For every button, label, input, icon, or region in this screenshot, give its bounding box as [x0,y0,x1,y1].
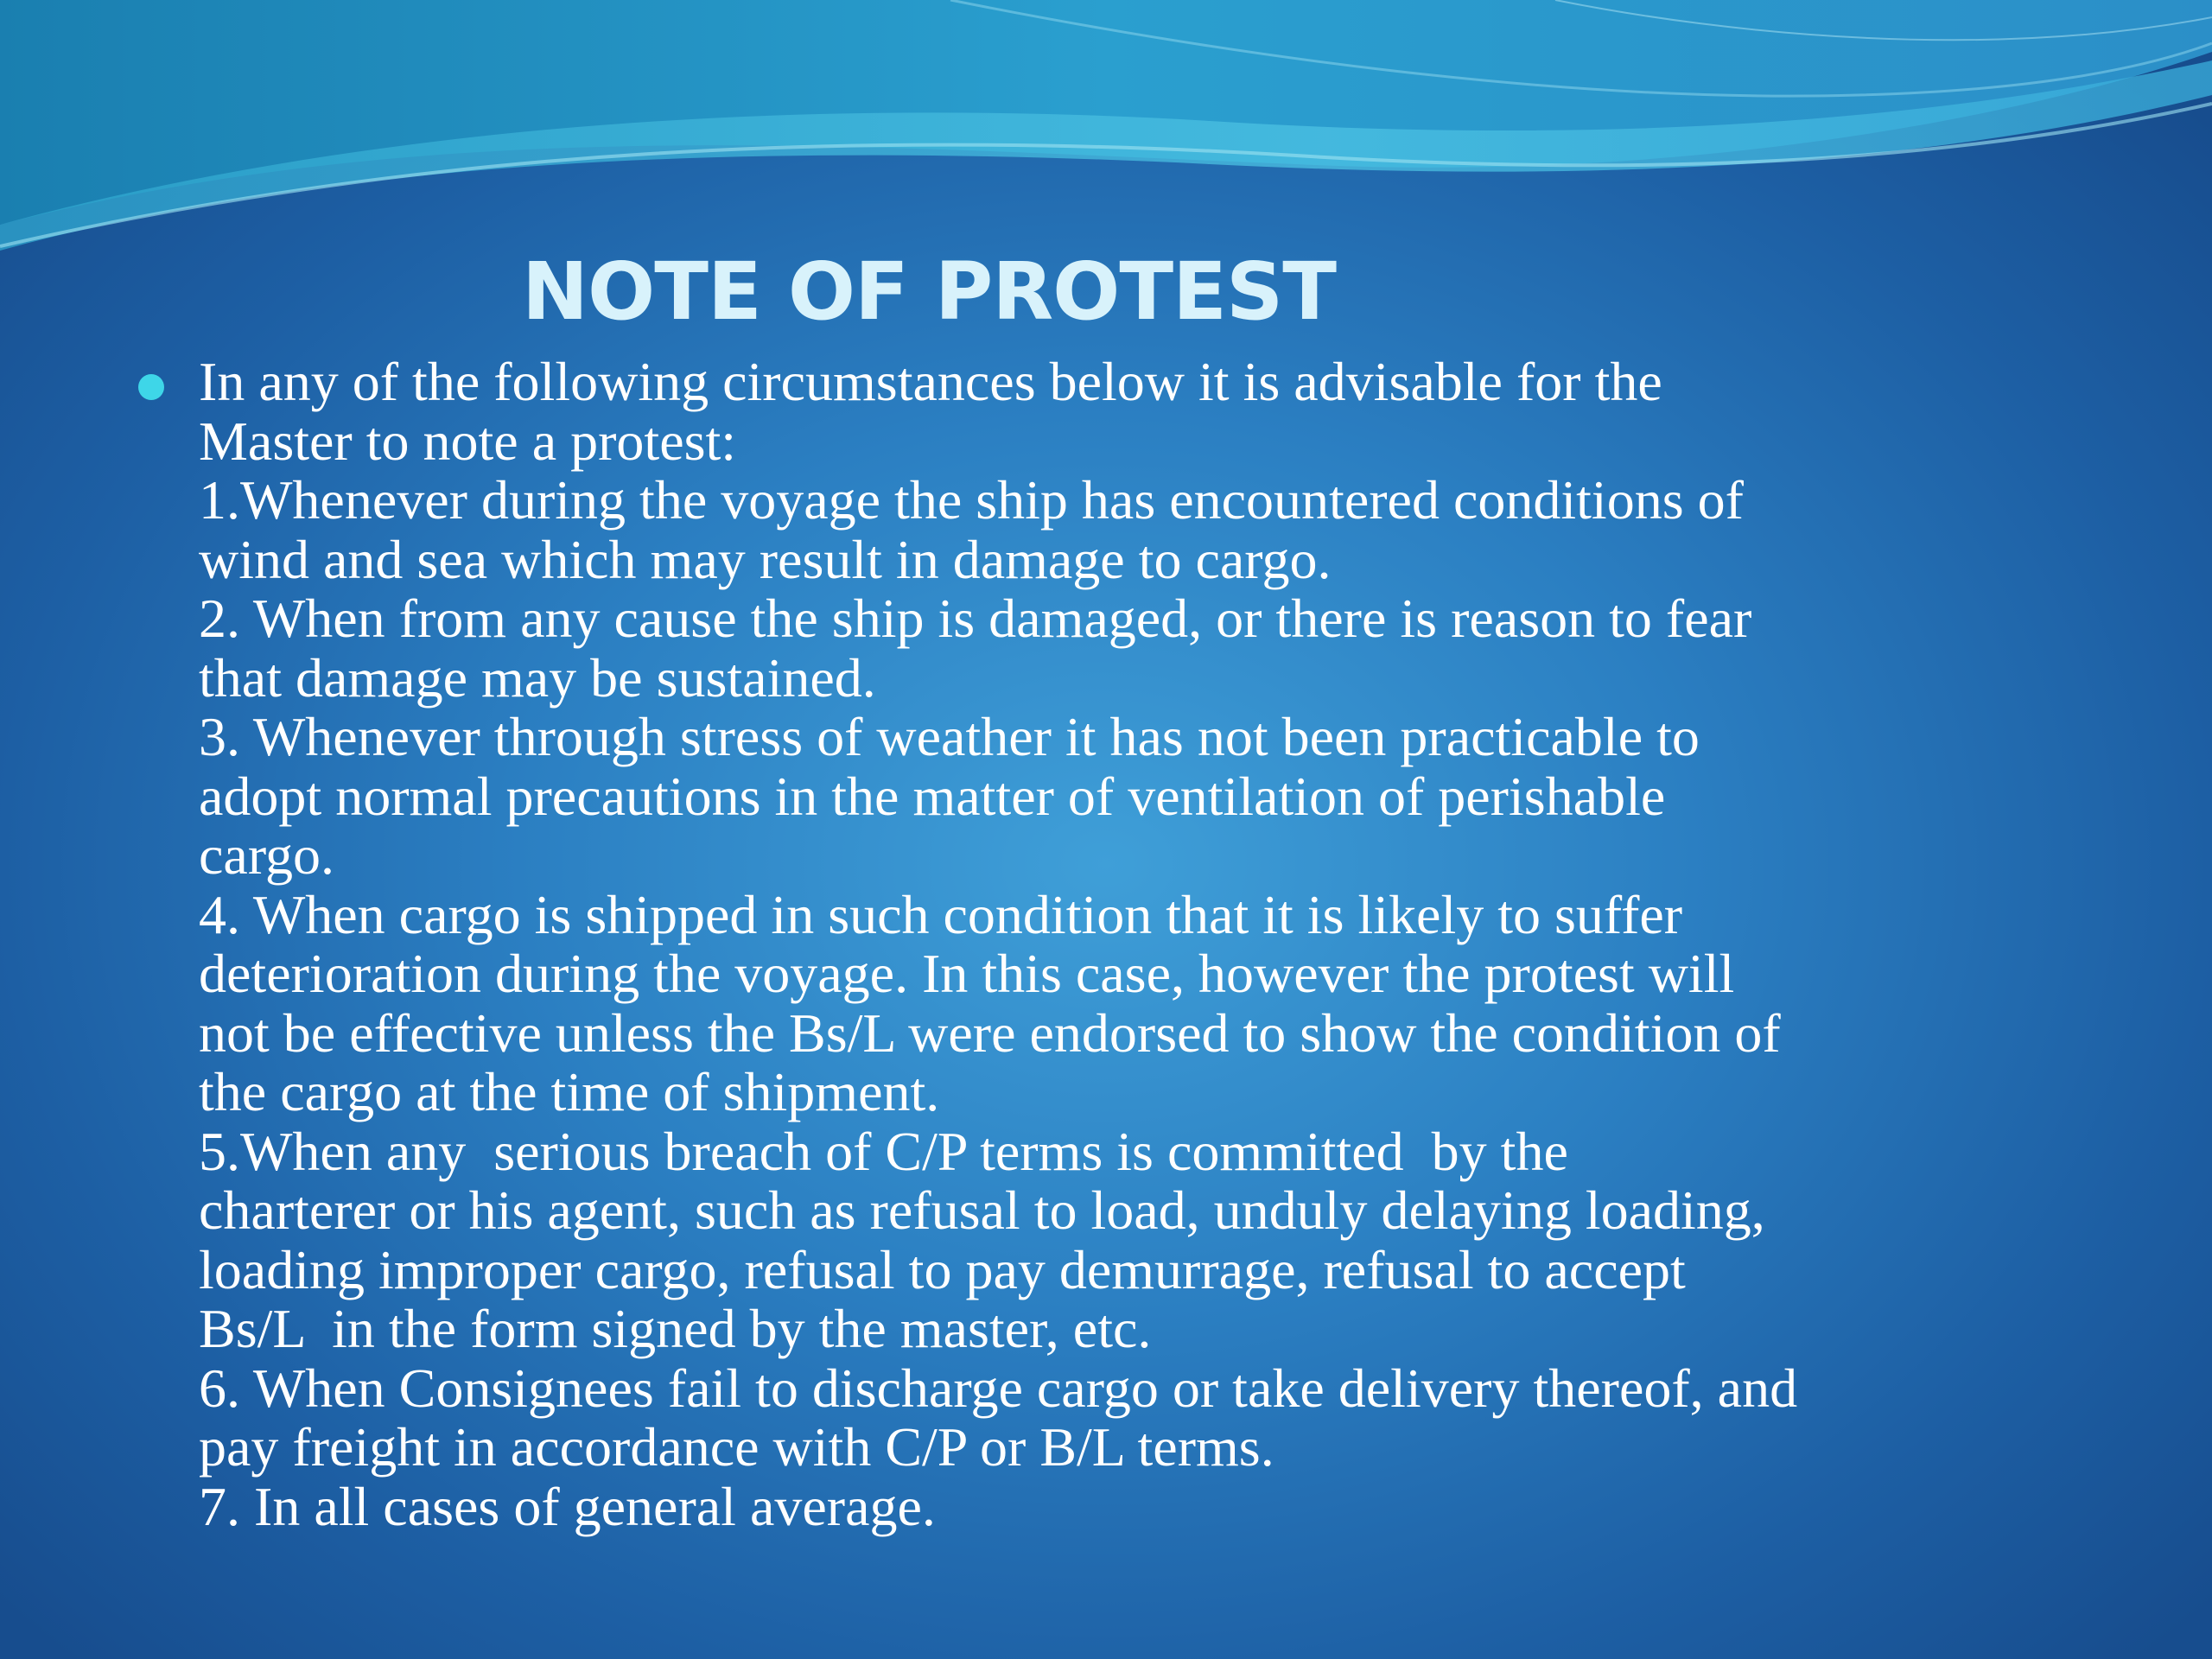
text-line: 6. When Consignees fail to discharge cargo or take delivery thereof, and [199,1357,1798,1419]
decorative-wave-header [0,0,2212,259]
text-line: wind and sea which may result in damage to cargo. [199,528,1332,590]
text-line: 3. Whenever through stress of weather it has not been practicable to [199,706,1700,767]
text-line: the cargo at the time of shipment. [199,1061,940,1122]
text-line: 5.When any serious breach of C/P terms is committed by the [199,1120,1568,1182]
text-line: Master to note a protest: [199,410,737,472]
text-line: 2. When from any cause the ship is damaged, or there is reason to fear [199,588,1752,649]
text-line: 7. In all cases of general average. [199,1475,936,1537]
text-line: pay freight in accordance with C/P or B/L terms. [199,1416,1274,1478]
text-line: 1.Whenever during the voyage the ship has encountered conditions of [199,469,1744,531]
bullet-list [0,353,2212,1536]
text-line: loading improper cargo, refusal to pay demurrage, refusal to accept [199,1238,1686,1300]
text-line: cargo. [199,824,334,886]
bullet-dot-icon [138,374,164,400]
text-line: not be effective unless the Bs/L were endorsed to show the condition of [199,1001,1781,1064]
bullet-text [199,353,2143,1536]
text-line: that damage may be sustained. [199,646,876,709]
text-line: 4. When cargo is shipped in such condition that it is likely to suffer [199,883,1683,945]
text-line: Bs/L in the form signed by the master, etc. [199,1298,1152,1359]
slide-title: NOTE OF PROTEST [521,245,1336,338]
text-line: charterer or his agent, such as refusal to load, unduly delaying loading, [199,1179,1765,1241]
text-line: deterioration during the voyage. In this case, however the protest will [199,943,1735,1004]
text-line: adopt normal precautions in the matter of ventilation of perishable [199,765,1666,827]
text-line: In any of the following circumstances below it is advisable for the [199,351,1662,412]
bullet-item [0,353,2212,1536]
